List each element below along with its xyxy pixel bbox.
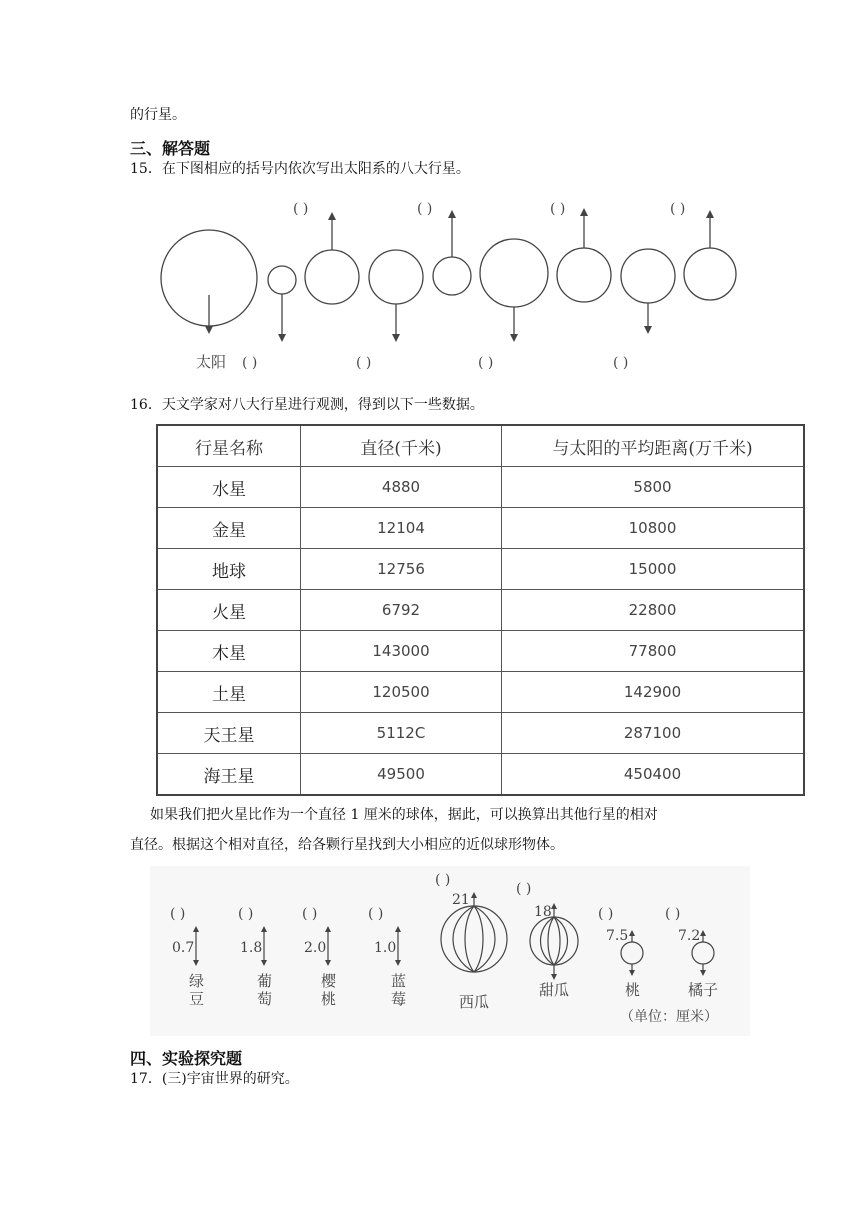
paren-top-2: ( ) xyxy=(417,201,433,217)
name-grape-2: 萄 xyxy=(257,990,273,1008)
sun-label: 太阳 xyxy=(196,353,227,371)
paren-2: ( ) xyxy=(238,906,254,922)
planet-diameter: 4880 xyxy=(301,467,502,508)
planet-distance: 142900 xyxy=(502,672,805,713)
table-row xyxy=(157,590,804,631)
paren-8: ( ) xyxy=(665,906,681,922)
orange-circle xyxy=(692,942,714,964)
table-row xyxy=(157,508,804,549)
name-melon: 甜瓜 xyxy=(539,981,570,999)
paren-4: ( ) xyxy=(368,906,384,922)
objects-figure xyxy=(150,866,750,1036)
paragraph-line-1: 如果我们把火星比作为一个直径 1 厘米的球体，据此，可以换算出其他行星的相对 xyxy=(150,807,658,823)
planet-distance: 10800 xyxy=(502,508,805,549)
paren-top-1: ( ) xyxy=(293,201,309,217)
name-peach: 桃 xyxy=(625,981,641,999)
header-distance: 与太阳的平均距离(万千米) xyxy=(502,425,805,467)
value-orange: 7.2 xyxy=(678,928,701,944)
planet-diameter: 12756 xyxy=(301,549,502,590)
table-row xyxy=(157,713,804,754)
question-15: 15．在下图相应的括号内依次写出太阳系的八大行星。 xyxy=(130,161,470,177)
neptune-circle xyxy=(684,248,736,300)
paragraph-line-2: 直径。根据这个相对直径，给各颗行星找到大小相应的近似球形物体。 xyxy=(130,837,564,853)
paren-7: ( ) xyxy=(598,906,614,922)
melon-circle xyxy=(530,917,578,965)
table-row xyxy=(157,754,804,796)
planet-name: 水星 xyxy=(157,467,301,508)
name-blueberry-2: 莓 xyxy=(391,990,407,1008)
value-melon: 18 xyxy=(534,904,552,920)
name-grape-1: 葡 xyxy=(257,972,273,990)
name-mungbean-2: 豆 xyxy=(189,990,205,1008)
table-row xyxy=(157,631,804,672)
mercury-circle xyxy=(268,266,296,294)
planet-data-table xyxy=(156,424,805,796)
paren-3: ( ) xyxy=(302,906,318,922)
value-blueberry: 1.0 xyxy=(374,940,397,956)
name-blueberry-1: 蓝 xyxy=(391,972,407,990)
watermelon-circle xyxy=(441,906,507,972)
section-3-heading: 三、解答题 xyxy=(130,139,211,158)
venus-circle xyxy=(305,250,359,304)
paren-bottom-3: ( ) xyxy=(478,355,494,371)
saturn-circle xyxy=(557,248,611,302)
peach-circle xyxy=(621,942,643,964)
planet-distance: 22800 xyxy=(502,590,805,631)
paren-bottom-2: ( ) xyxy=(356,355,372,371)
name-cherry-1: 樱 xyxy=(321,972,337,990)
planet-diameter: 6792 xyxy=(301,590,502,631)
planet-name: 地球 xyxy=(157,549,301,590)
table-row xyxy=(157,672,804,713)
paren-6: ( ) xyxy=(516,881,532,897)
name-orange: 橘子 xyxy=(688,981,719,999)
uranus-circle xyxy=(621,249,675,303)
value-cherry: 2.0 xyxy=(304,940,327,956)
table-header-row xyxy=(157,425,804,467)
paren-5: ( ) xyxy=(435,872,451,888)
question-17: 17．(三)宇宙世界的研究。 xyxy=(130,1071,299,1087)
planet-name: 天王星 xyxy=(157,713,301,754)
table-row xyxy=(157,467,804,508)
mars-circle xyxy=(433,257,471,295)
paren-top-3: ( ) xyxy=(550,201,566,217)
planet-name: 火星 xyxy=(157,590,301,631)
paren-top-4: ( ) xyxy=(670,201,686,217)
value-mungbean: 0.7 xyxy=(172,940,195,956)
planet-distance: 287100 xyxy=(502,713,805,754)
planet-name: 海王星 xyxy=(157,754,301,796)
value-peach: 7.5 xyxy=(606,928,629,944)
paren-bottom-1: ( ) xyxy=(242,355,258,371)
header-diameter: 直径(千米) xyxy=(301,425,502,467)
planet-distance: 450400 xyxy=(502,754,805,796)
solar-system-figure xyxy=(150,190,760,375)
planet-diameter: 5112C xyxy=(301,713,502,754)
planet-distance: 77800 xyxy=(502,631,805,672)
unit-note: （单位：厘米） xyxy=(620,1009,718,1025)
planet-name: 土星 xyxy=(157,672,301,713)
planet-name: 金星 xyxy=(157,508,301,549)
earth-circle xyxy=(369,250,423,304)
value-watermelon: 21 xyxy=(452,892,470,908)
jupiter-circle xyxy=(480,239,548,307)
section-4-heading: 四、实验探究题 xyxy=(130,1049,243,1068)
planet-diameter: 120500 xyxy=(301,672,502,713)
header-planet-name: 行星名称 xyxy=(157,425,301,467)
planet-distance: 5800 xyxy=(502,467,805,508)
question-16: 16．天文学家对八大行星进行观测，得到以下一些数据。 xyxy=(130,397,484,413)
planet-name: 木星 xyxy=(157,631,301,672)
planet-diameter: 12104 xyxy=(301,508,502,549)
name-mungbean-1: 绿 xyxy=(189,972,205,990)
top-fragment: 的行星。 xyxy=(130,107,186,123)
planet-distance: 15000 xyxy=(502,549,805,590)
name-watermelon: 西瓜 xyxy=(459,993,490,1011)
paren-1: ( ) xyxy=(170,906,186,922)
table-row xyxy=(157,549,804,590)
name-cherry-2: 桃 xyxy=(321,990,337,1008)
value-grape: 1.8 xyxy=(240,940,263,956)
planet-diameter: 49500 xyxy=(301,754,502,796)
paren-bottom-4: ( ) xyxy=(613,355,629,371)
planet-diameter: 143000 xyxy=(301,631,502,672)
